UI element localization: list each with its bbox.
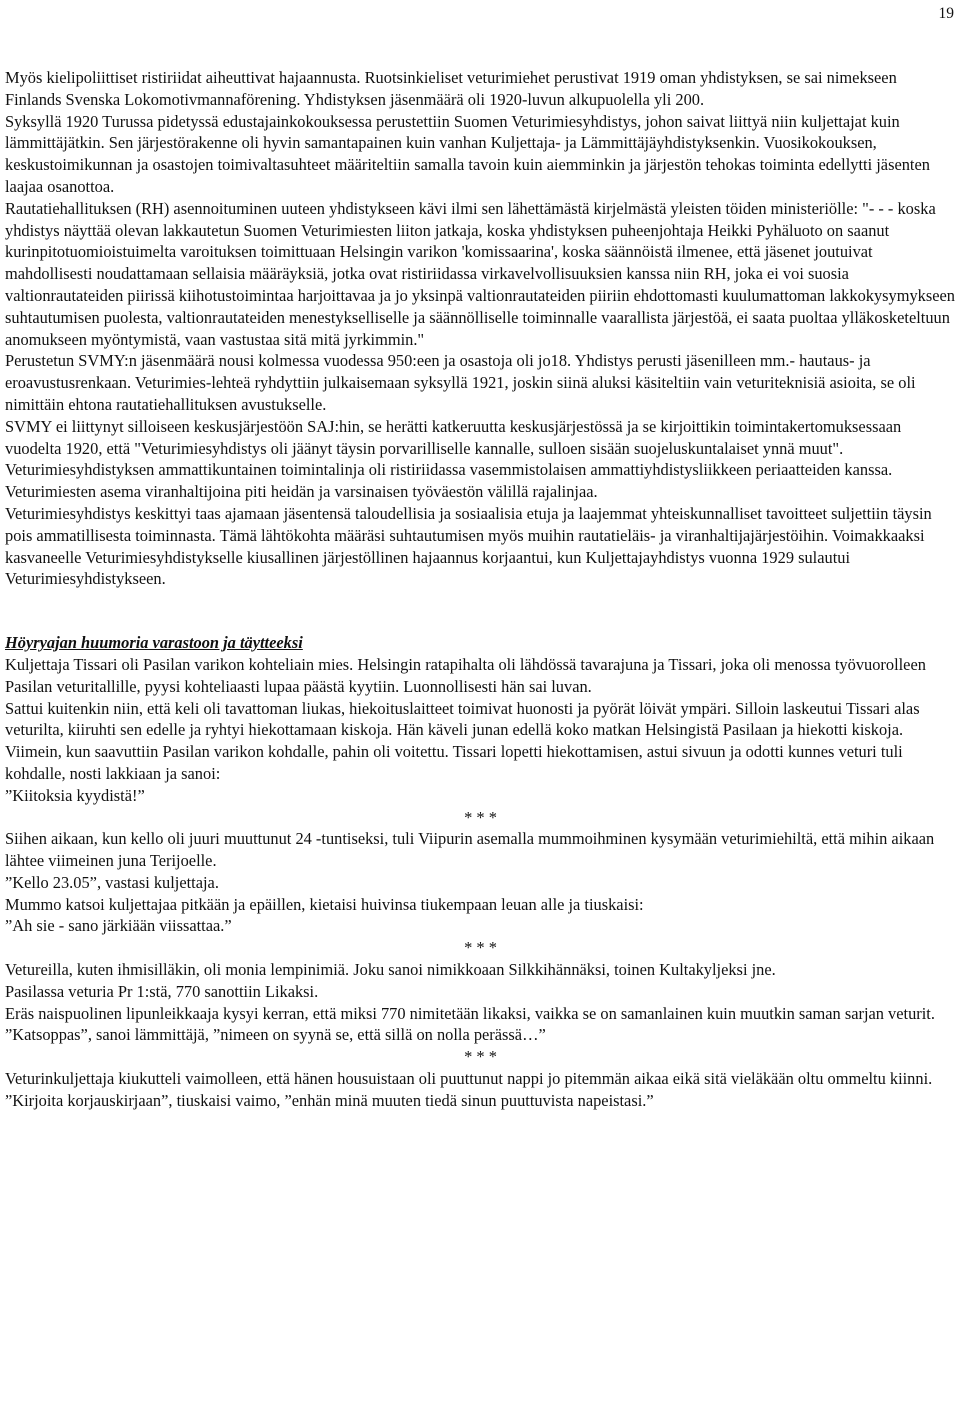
paragraph-saj-relations: SVMY ei liittynyt silloiseen keskusjärjestöön SAJ:hin, se herätti katkeruutta keskusjärjestössä ja se kirjoittikin toimintakertomuksessaan vuodelta 1920, että "Veturimiesyhdistys oli jäänyt täysin porvarilliselle kannalle, sulloen sisään suojeluskuntalaiset ynnä muut". Veturimiesyhdistyksen ammattikuntainen toimintalinja oli ristiriidassa vasemmistolaisen ammattiyhdistysliikkeen periaatteiden kanssa. Veturimiesten asema viranhaltijoina piti heidän ja varsinaisen työväestön välillä rajalinjaa. — [5, 416, 902, 502]
paragraph-rh-stance: Rautatiehallituksen (RH) asennoituminen uuteen yhdistykseen kävi ilmi sen lähettämästä kirjelmästä yleisten töiden ministeriölle: "- - - koska yhdistys näyttää olevan lakkautetun Suomen Veturimiesten liiton jatkaja, koska yhdistyksen puheenjohtaja Heikki Pyhäluoto on saanut kurinpitotuomioistuimelta varoituksen toimittuaan Helsingin varikon 'komissaarina', koska säännöistä ilmenee, että jäsenet joutuivat mahdollisesti noudattamaan sellaisia määräyksiä, jotka ovat ristiriidassa virkavelvollisuuksien kanssa niin RH, joka ei voi suosia valtionrautateiden piirissä kiihotustoimintaa harjoittavaa ja jo yksinpä valtionrautateiden piiriin ehdottomasti kuulumattoman lakkokysymykseen suhtautumisen puolesta, valtionrautateiden menestykselliselle ja säännölliselle toiminnalle vaarallista järjestöä, ei saata puoltaa ylläkosketeltuun anomukseen myöntymistä, vaan vastustaa sitä mitä jyrkimmin." — [5, 198, 955, 349]
anecdote-line: Mummo katsoi kuljettajaa pitkään ja epäillen, kietaisi huivinsa tiukempaan leuan alle ja tiuskaisi: — [5, 894, 644, 914]
anecdote-line: ”Katsoppas”, sanoi lämmittäjä, ”nimeen on syynä se, että sillä on nolla perässä…” — [5, 1025, 546, 1045]
anecdote-line: Sattui kuitenkin niin, että keli oli tavattoman liukas, hiekoituslaitteet toimivat huonosti ja pyörät löivät ympäri. Silloin laskeutui Tissari alas veturilta, kiiruhti sen edelle ja ryhtyi hiekottamaan kiskoja. Hän käveli junan edellä koko matkan Helsingistä Pasilaan ja hiekotti kiskoja. Viimein, kun saavuttiin Pasilan varikon kohdalle, pahin oli voitettu. Tissari lopetti hiekottamisen, astui sivuun ja odotti kunnes veturi tuli kohdalle, nosti lakkiaan ja sanoi: — [5, 698, 920, 783]
anecdote-clock — [5, 828, 956, 937]
anecdote-nicknames — [5, 959, 956, 1046]
paragraph-language-disputes: Myös kielipoliittiset ristiriidat aiheuttivat hajaannusta. Ruotsinkieliset veturimiehet perustivat 1919 oman yhdistyksen, se sai nimekseen Finlands Svenska Lokomotivmannaförening. Yhdistyksen jäsenmäärä oli 1920-luvun alkupuolella yli 200. — [5, 68, 897, 109]
anecdote-line: ”Kiitoksia kyydistä!” — [5, 785, 145, 805]
anecdote-line: ”Kirjoita korjauskirjaan”, tiuskaisi vaimo, ”enhän minä muuten tiedä sinun puuttuvista napeistasi.” — [5, 1090, 654, 1110]
section-heading: Höyryajan huumoria varastoon ja täytteeksi — [5, 633, 303, 653]
paragraph-economic-focus: Veturimiesyhdistys keskittyi taas ajamaan jäsentensä taloudellisia ja sosiaalisia etuja ja laajemmat yhteiskunnalliset tavoitteet suljettiin täysin pois ammatillisesta toiminnasta. Tämä lähtökohta määräsi suhtautumisen myös muihin rautatieläis- ja viranhaltijajärjestöihin. Voimakkaaksi kasvaneelle Veturimiesyhdistykselle kiusallinen järjestöllinen hajaannus korjaantui, kun Kuljettajayhdistys vuonna 1929 sulautui Veturimiesyhdistykseen. — [5, 503, 932, 589]
anecdote-line: ”Kello 23.05”, vastasi kuljettaja. — [5, 872, 219, 892]
section-separator: * * * — [464, 938, 497, 958]
page-number: 19 — [938, 5, 954, 22]
anecdote-line: ”Ah sie - sano järkiään viissattaa.” — [5, 916, 232, 936]
anecdote-tissari — [5, 654, 956, 807]
section-separator: * * * — [464, 807, 497, 827]
paragraph-association-founding: Syksyllä 1920 Turussa pidetyssä edustajainkokouksessa perustettiin Suomen Veturimiesyhdistys, johon saivat liittyä niin kuljettajat kuin lämmittäjätkin. Sen järjestörakenne oli hyvin samantapainen kuin vanhan Kuljettaja- ja Lämmittäjäyhdistyksenkin. Vuosikokouksen, keskustoimikunnan ja osastojen toimivaltasuhteet määriteltiin samalla tavoin kuin aiemminkin ja järjestön tehokas toiminta edellytti jäsenten laajaa osanottoa. — [5, 111, 930, 196]
anecdote-line: Pasilassa veturia Pr 1:stä, 770 sanottiin Likaksi. — [5, 981, 319, 1001]
anecdote-line: Vetureilla, kuten ihmisilläkin, oli monia lempinimiä. Joku sanoi nimikkoaan Silkkihännäksi, toinen Kultakyljeksi jne. — [5, 960, 776, 980]
anecdote-line: Veturinkuljettaja kiukutteli vaimolleen, että hänen housuistaan oli puuttunut nappi jo pitemmän aikaa eikä sitä vieläkään oltu ommeltu kiinni. — [5, 1069, 933, 1089]
section-separator: * * * — [464, 1047, 497, 1067]
anecdote-button — [5, 1068, 956, 1112]
paragraph-membership-growth: Perustetun SVMY:n jäsenmäärä nousi kolmessa vuodessa 950:een ja osastoja oli jo18. Yhdistys perusti jäsenilleen mm.- hautaus- ja eroavustusrenkaan. Veturimies-lehteä ryhdyttiin julkaisemaan syksyllä 1921, joskin siinä aluksi käsiteltiin vain veturiteknisiä asioita, se oli nimittäin ehtona rautatiehallituksen avustukselle. — [5, 351, 916, 414]
document-body — [5, 67, 956, 1112]
section-spacer — [5, 590, 956, 632]
anecdote-line: Kuljettaja Tissari oli Pasilan varikon kohteliain mies. Helsingin ratapihalta oli lähdössä tavarajuna ja Tissari, joka oli menossa työvuorolleen Pasilan veturitallille, pyysi kohteliaasti lupaa päästä kyytiin. Luonnollisesti hän sai luvan. — [5, 654, 926, 696]
anecdote-line: Eräs naispuolinen lipunleikkaaja kysyi kerran, että miksi 770 nimitetään likaksi, vaikka se on samanlainen kuin muutkin saman sarjan veturit. — [5, 1003, 935, 1023]
anecdote-line: Siihen aikaan, kun kello oli juuri muuttunut 24 -tuntiseksi, tuli Viipurin asemalla mummoihminen kysymään veturimiehiltä, että mihin aikaan lähtee viimeinen juna Terijoelle. — [5, 829, 935, 871]
